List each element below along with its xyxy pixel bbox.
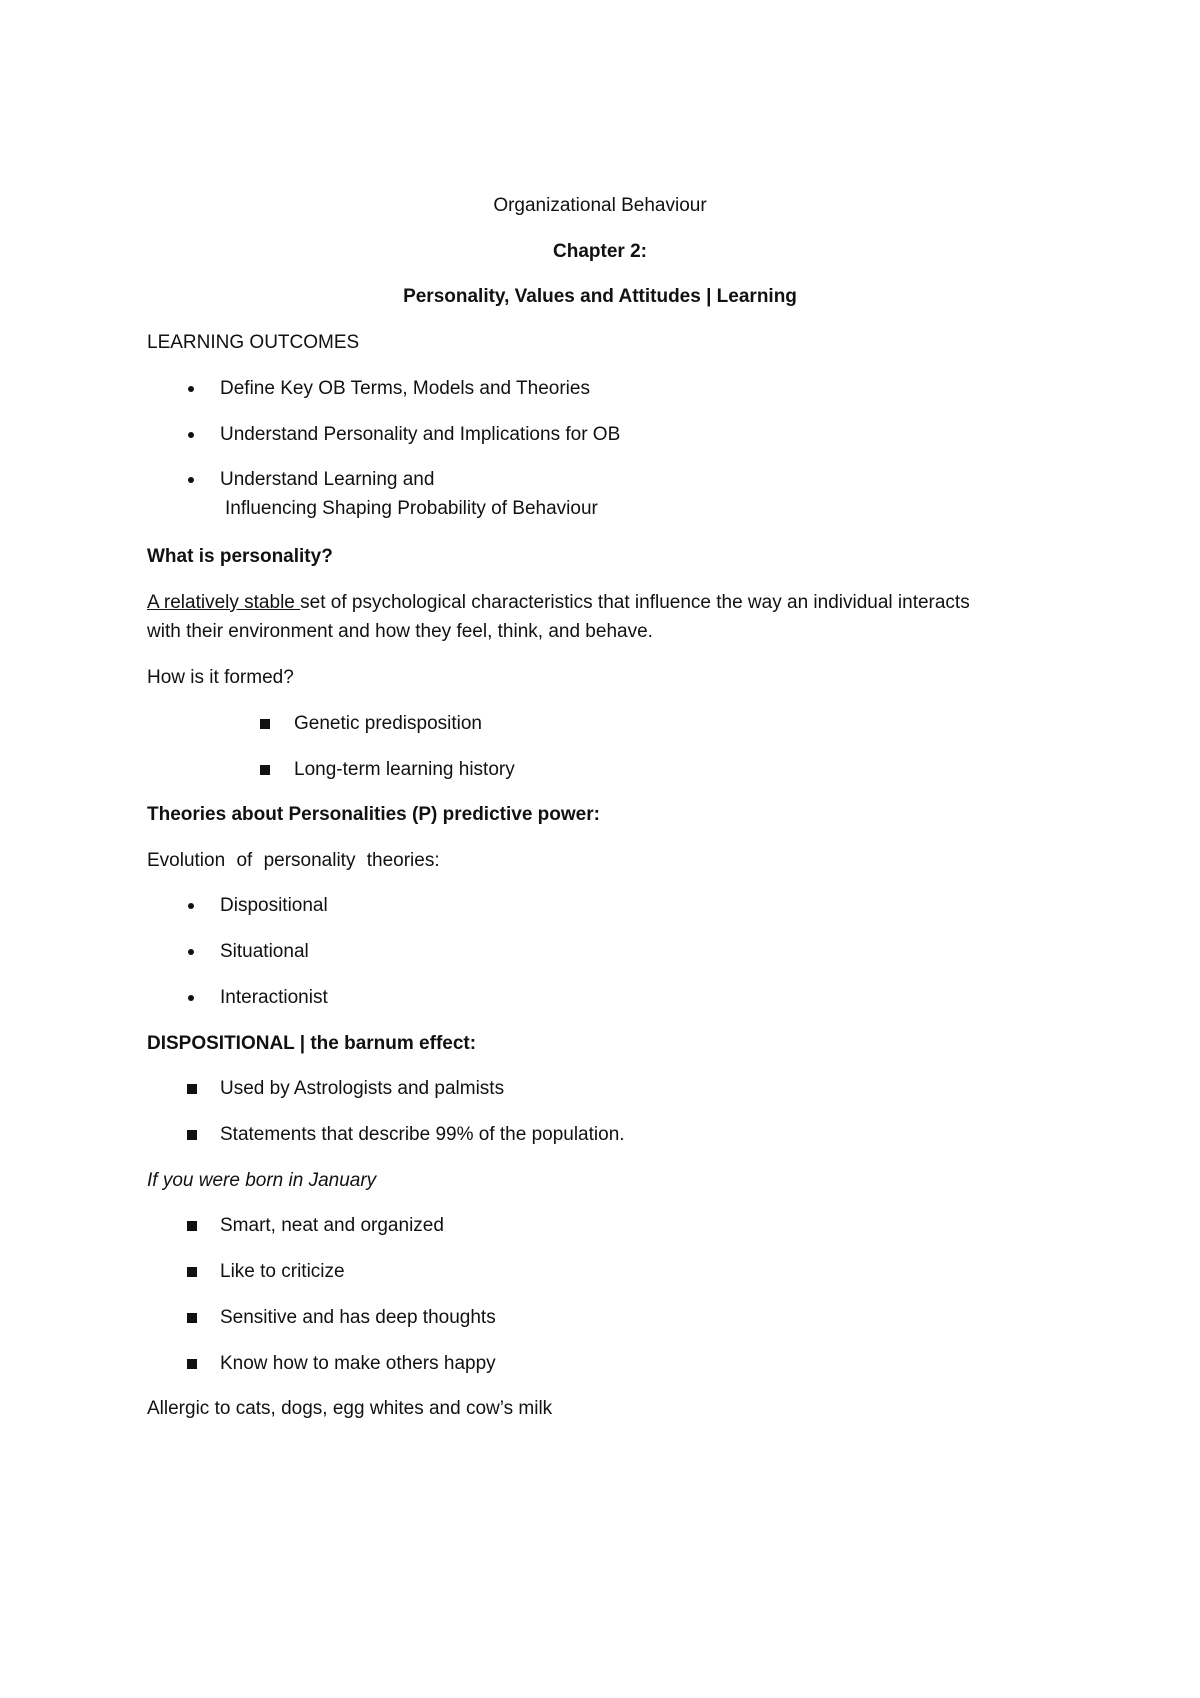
list-item: Situational [220,941,309,962]
list-item: Long-term learning history [294,759,515,780]
chapter-title: Personality, Values and Attitudes | Learning [403,286,797,307]
list-item: Understand Learning and [220,469,435,490]
learning-outcomes-heading: LEARNING OUTCOMES [147,332,360,353]
list-item: Genetic predisposition [294,713,482,734]
document-title: Organizational Behaviour [493,195,707,216]
personality-definition-line2: with their environment and how they feel, think, and behave. [147,621,653,642]
square-bullet-icon [187,1313,197,1323]
list-item: Statements that describe 99% of the population. [220,1124,625,1145]
list-item: Define Key OB Terms, Models and Theories [220,378,590,399]
personality-definition [147,591,970,615]
definition-underlined: A relatively stable [147,592,301,613]
example-label: If you were born in January [147,1170,377,1191]
list-item: Used by Astrologists and palmists [220,1078,505,1099]
evolution-label: Evolution of personality theories: [147,850,440,871]
theories-heading: Theories about Personalities (P) predictive power: [147,804,600,825]
square-bullet-icon [187,1359,197,1369]
square-bullet-icon [187,1130,197,1140]
chapter-number: Chapter 2: [553,241,647,262]
dispositional-heading: DISPOSITIONAL | the barnum effect: [147,1033,477,1054]
bullet-dot-icon [188,903,194,909]
list-item: Understand Personality and Implications for OB [220,424,621,445]
square-bullet-icon [187,1084,197,1094]
bullet-dot-icon [188,477,194,483]
list-item-continued: Influencing Shaping Probability of Behaviour [225,498,598,519]
list-item: Know how to make others happy [220,1353,496,1374]
list-item: Like to criticize [220,1261,345,1282]
personality-heading: What is personality? [147,546,333,567]
bullet-dot-icon [188,386,194,392]
list-item: Smart, neat and organized [220,1215,444,1236]
bullet-dot-icon [188,432,194,438]
definition-rest: set of psychological characteristics that influence the way an individual interacts [300,592,970,613]
bullet-dot-icon [188,949,194,955]
square-bullet-icon [187,1221,197,1231]
list-item: Sensitive and has deep thoughts [220,1307,496,1328]
list-item: Dispositional [220,895,328,916]
square-bullet-icon [187,1267,197,1277]
bullet-dot-icon [188,995,194,1001]
closing-line: Allergic to cats, dogs, egg whites and cow’s milk [147,1398,553,1419]
list-item: Interactionist [220,987,328,1008]
square-bullet-icon [260,765,270,775]
square-bullet-icon [260,719,270,729]
formed-question: How is it formed? [147,667,294,688]
